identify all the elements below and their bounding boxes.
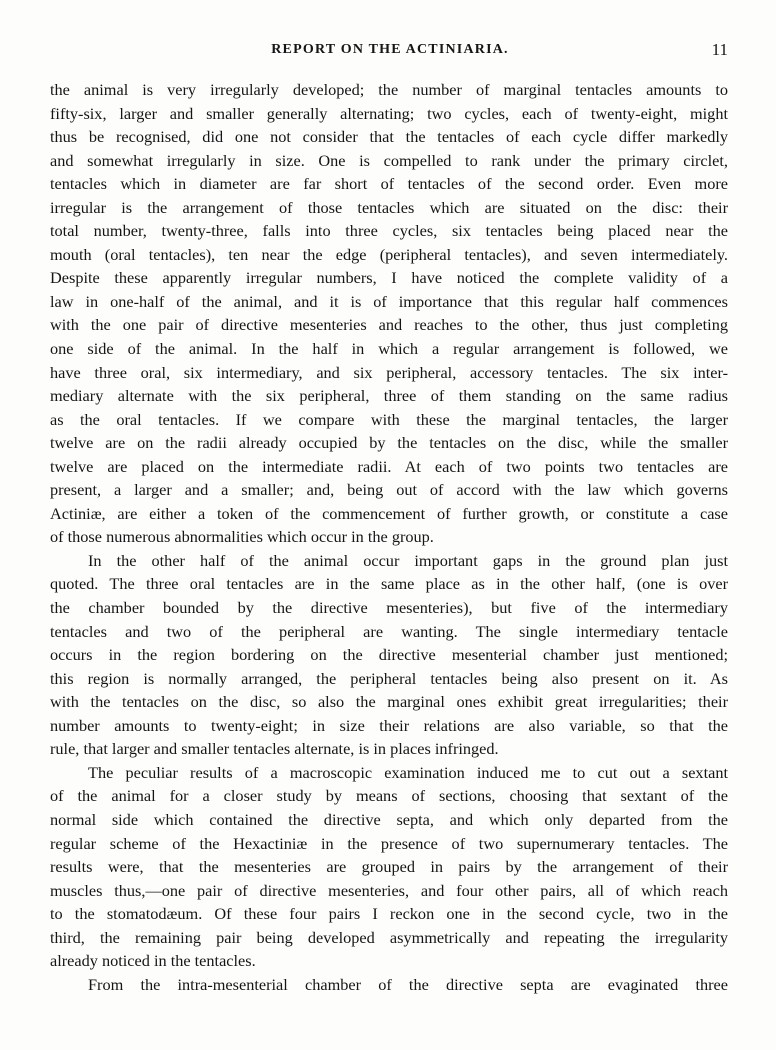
text-line: third, the remaining pair being developed asymmetrically and repeating the irregularity: [50, 927, 728, 947]
text-line: with the one pair of directive mesenteries and reaches to the other, thus just completing: [50, 315, 728, 335]
text-line: regular scheme of the Hexactiniæ in the presence of two supernumerary tentacles. The: [50, 833, 728, 853]
text-line: the chamber bounded by the directive mesenteries), but five of the intermediary: [50, 598, 728, 618]
text-line: tentacles and two of the peripheral are wanting. The single intermediary tentacle: [50, 621, 728, 641]
text-line: of those numerous abnormalities which occur in the group.: [50, 527, 434, 547]
text-line: mediary alternate with the six peripheral, three of them standing on the same radius: [50, 386, 728, 406]
text-line: In the other half of the animal occur important gaps in the ground plan just: [88, 550, 728, 570]
text-line: thus be recognised, did one not consider that the tentacles of each cycle differ markedly: [50, 127, 728, 147]
body-text: [50, 78, 728, 996]
running-head: [50, 42, 730, 66]
text-line: mouth (oral tentacles), ten near the edge (peripheral tentacles), and seven intermediately.: [50, 244, 728, 264]
text-line: occurs in the region bordering on the directive mesenterial chamber just mentioned;: [50, 645, 728, 665]
text-line: have three oral, six intermediary, and six peripheral, accessory tentacles. The six inter-: [50, 362, 728, 382]
text-line: as the oral tentacles. If we compare with these the marginal tentacles, the larger: [50, 409, 728, 429]
page-number: 11: [711, 40, 728, 59]
text-line: of the animal for a closer study by means of sections, choosing that sextant of the: [50, 786, 728, 806]
text-line: Actiniæ, are either a token of the commencement of further growth, or constitute a case: [50, 503, 728, 523]
paragraph: [50, 761, 728, 973]
text-line: irregular is the arrangement of those tentacles which are situated on the disc: their: [50, 197, 728, 217]
text-line: fifty-six, larger and smaller generally alternating; two cycles, each of twenty-eight, might: [50, 103, 728, 123]
text-line: twelve are placed on the intermediate radii. At each of two points two tentacles are: [50, 456, 728, 476]
paragraph: [50, 549, 728, 761]
text-line: present, a larger and a smaller; and, being out of accord with the law which governs: [50, 480, 728, 500]
paragraph: [50, 973, 728, 997]
text-line: quoted. The three oral tentacles are in the same place as in the other half, (one is over: [50, 574, 728, 594]
text-line: From the intra-mesenterial chamber of the directive septa are evaginated three: [88, 974, 728, 994]
text-line: muscles thus,—one pair of directive mesenteries, and four other pairs, all of which reach: [50, 880, 728, 900]
text-line: law in one-half of the animal, and it is of importance that this regular half commences: [50, 291, 728, 311]
text-line: The peculiar results of a macroscopic examination induced me to cut out a sextant: [88, 762, 728, 782]
text-line: with the tentacles on the disc, so also the marginal ones exhibit great irregularities; their: [50, 692, 728, 712]
text-line: this region is normally arranged, the peripheral tentacles being also present on it. As: [50, 668, 728, 688]
text-line: total number, twenty-three, falls into three cycles, six tentacles being placed near the: [50, 221, 728, 241]
text-line: normal side which contained the directive septa, and which only departed from the: [50, 809, 728, 829]
text-line: the animal is very irregularly developed; the number of marginal tentacles amounts to: [50, 80, 728, 99]
paragraph: [50, 78, 728, 549]
running-title: REPORT ON THE ACTINIARIA.: [271, 42, 509, 57]
text-line: rule, that larger and smaller tentacles alternate, is in places infringed.: [50, 739, 499, 759]
text-line: to the stomatodæum. Of these four pairs I reckon one in the second cycle, two in the: [50, 904, 728, 924]
text-line: tentacles which in diameter are far short of tentacles of the second order. Even more: [50, 174, 728, 194]
text-line: number amounts to twenty-eight; in size their relations are also variable, so that the: [50, 715, 728, 735]
text-line: Despite these apparently irregular numbers, I have noticed the complete validity of a: [50, 268, 728, 288]
text-line: results were, that the mesenteries are grouped in pairs by the arrangement of their: [50, 857, 728, 877]
text-line: one side of the animal. In the half in which a regular arrangement is followed, we: [50, 339, 728, 359]
text-line: and somewhat irregularly in size. One is compelled to rank under the primary circlet,: [50, 150, 728, 170]
text-line: already noticed in the tentacles.: [50, 951, 256, 971]
text-line: twelve are on the radii already occupied by the tentacles on the disc, while the smaller: [50, 433, 728, 453]
